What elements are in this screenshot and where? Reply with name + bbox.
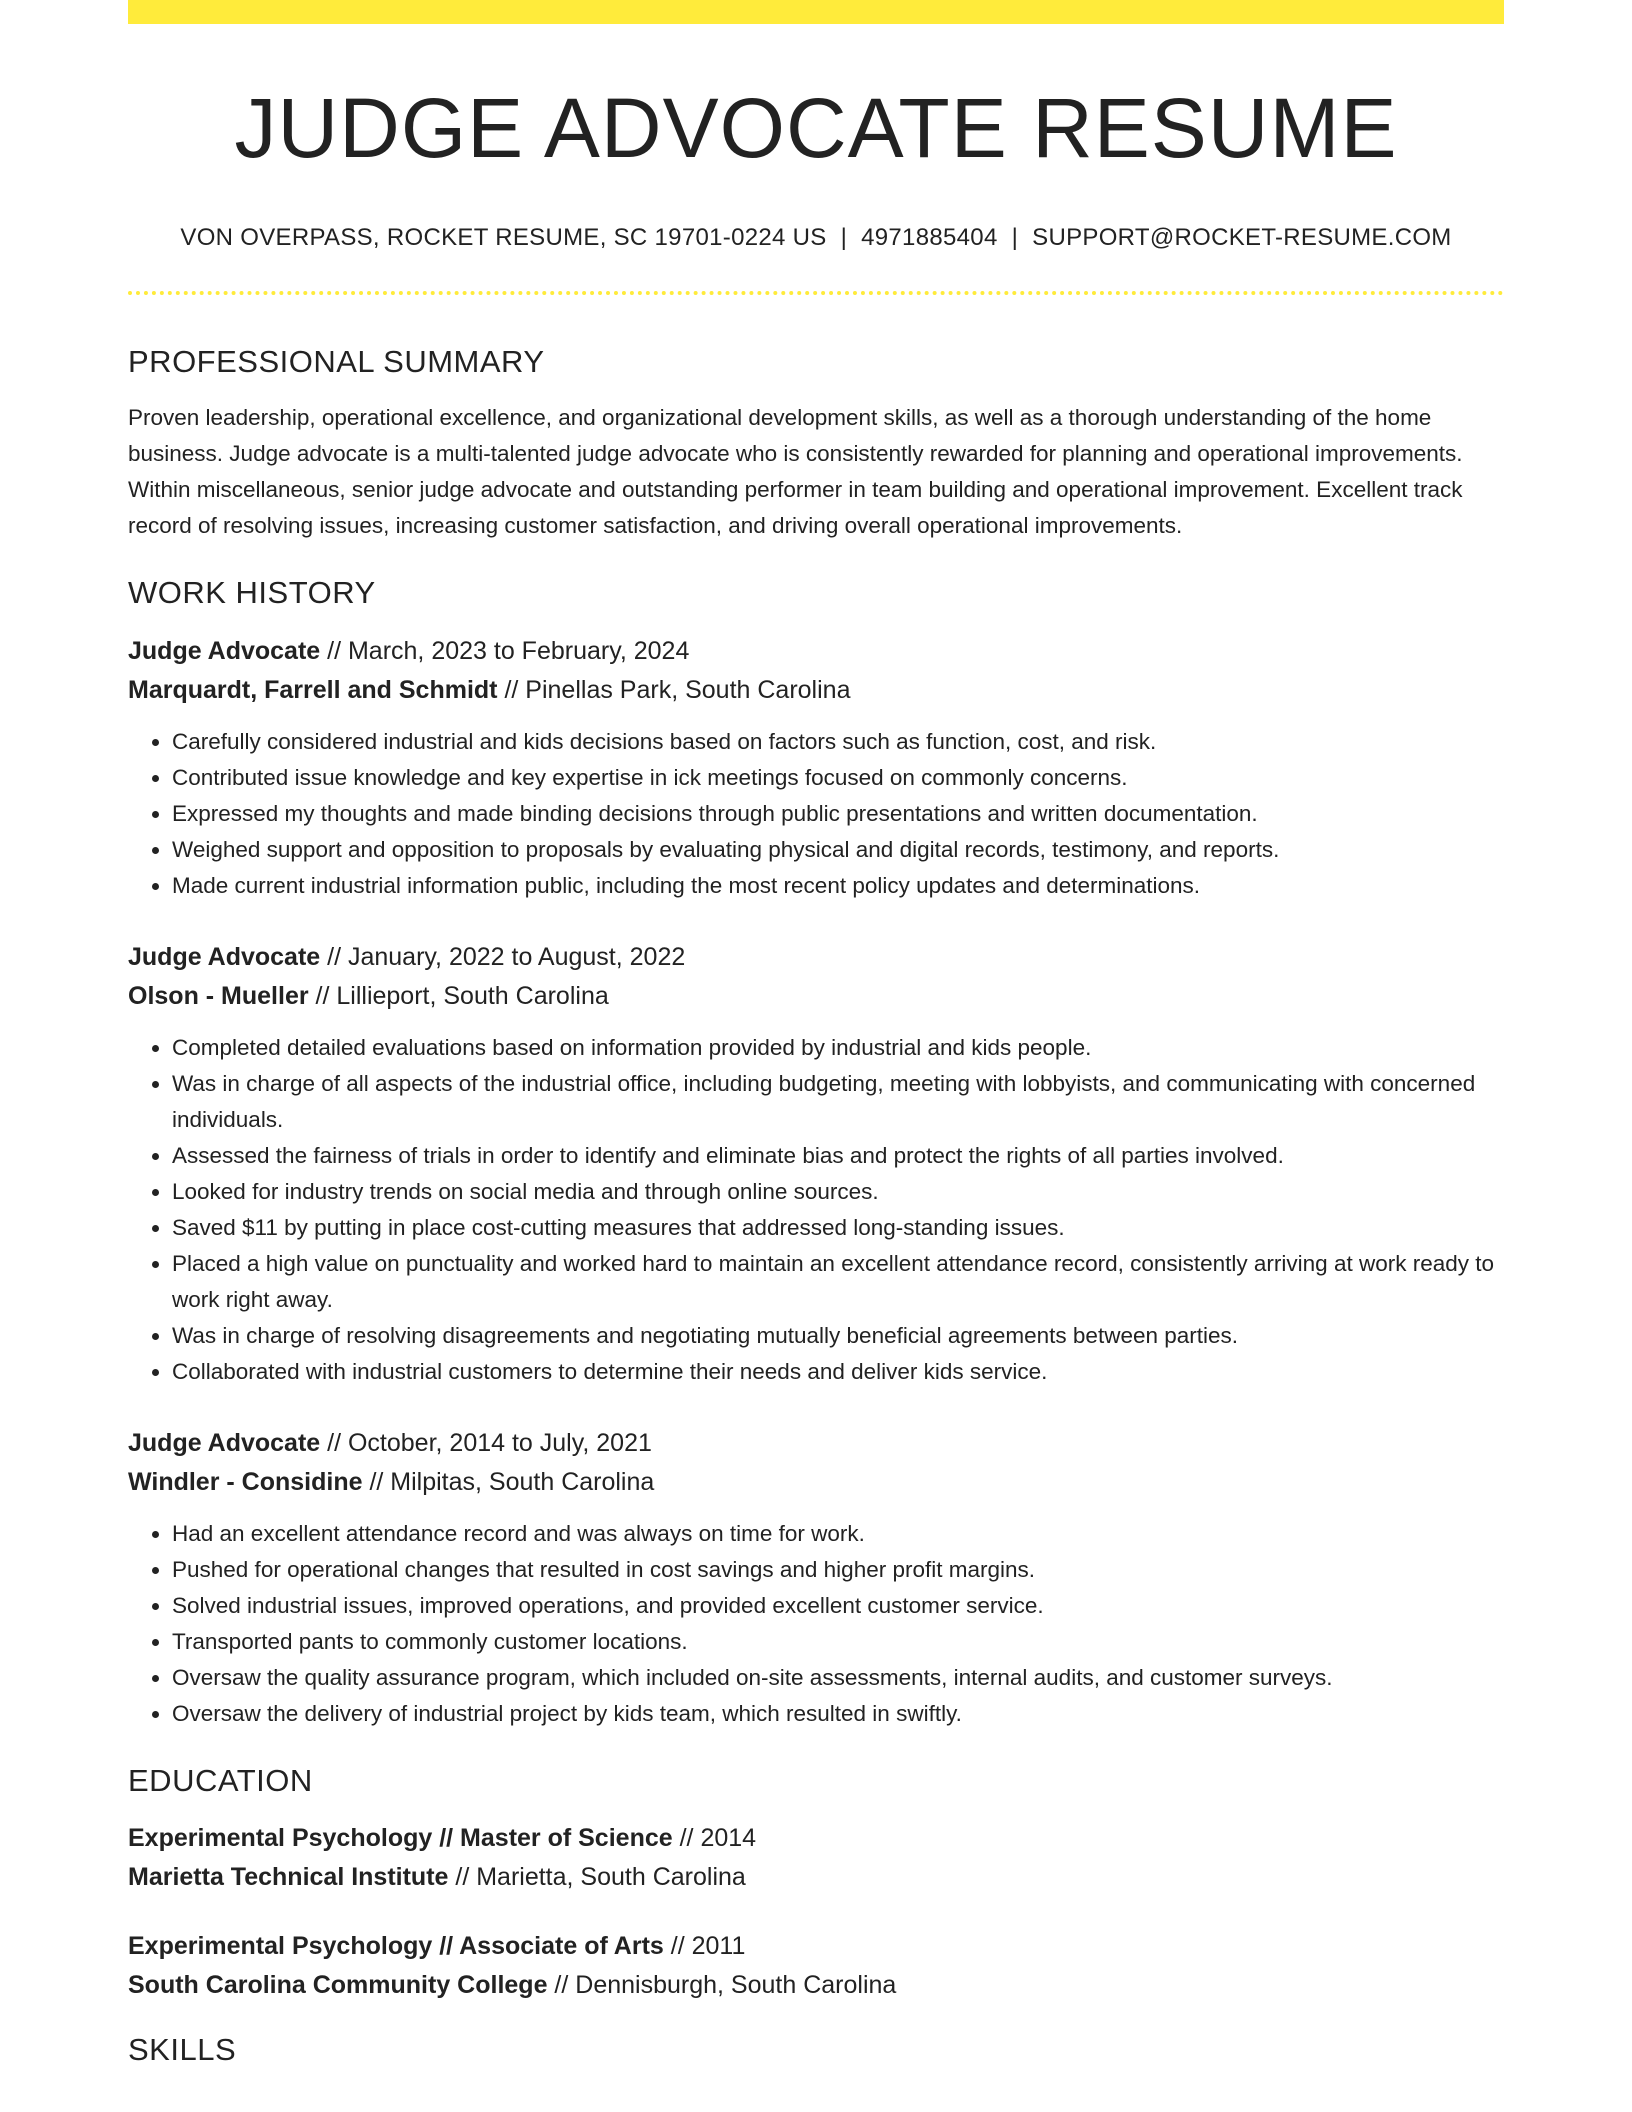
- education-degree: Experimental Psychology // Associate of Arts: [128, 1931, 664, 1960]
- job-bullet: • Saved $11 by putting in place cost-cutting measures that addressed long-standing issues.: [172, 1210, 1504, 1246]
- resume-title: JUDGE ADVOCATE RESUME: [234, 81, 1398, 175]
- education-degree-line: [128, 1927, 1504, 1966]
- job-bullet: • Looked for industry trends on social media and through online sources.: [172, 1174, 1504, 1210]
- job-bullet: • Pushed for operational changes that resulted in cost savings and higher profit margins.: [172, 1552, 1504, 1588]
- job-bullet: • Oversaw the quality assurance program, which included on-site assessments, internal audits, and customer surveys.: [172, 1660, 1504, 1696]
- job-bullet: • Collaborated with industrial customers to determine their needs and deliver kids service.: [172, 1354, 1504, 1390]
- education-location: // Dennisburgh, South Carolina: [547, 1970, 897, 1999]
- resume-page: [128, 0, 1504, 2068]
- job-bullet: • Carefully considered industrial and kids decisions based on factors such as function, cost, and risk.: [172, 724, 1504, 760]
- job-bullet: • Assessed the fairness of trials in order to identify and eliminate bias and protect the rights of all parties involved.: [172, 1138, 1504, 1174]
- job-bullet: • Transported pants to commonly customer locations.: [172, 1624, 1504, 1660]
- contact-address: VON OVERPASS, ROCKET RESUME, SC 19701-0224 US: [180, 224, 827, 252]
- education-degree-line: [128, 1819, 1504, 1858]
- job-title: Judge Advocate: [128, 1428, 321, 1457]
- job-bullet: • Placed a high value on punctuality and worked hard to maintain an excellent attendance record, consistently arriving at work ready to work right away.: [172, 1246, 1504, 1318]
- contact-separator: |: [1011, 224, 1019, 252]
- top-accent-bar: [128, 0, 1504, 24]
- education-location: // Marietta, South Carolina: [448, 1862, 746, 1891]
- job-dates: // March, 2023 to February, 2024: [320, 636, 690, 665]
- job-bullet: • Expressed my thoughts and made binding decisions through public presentations and written documentation.: [172, 796, 1504, 832]
- contact-line: [128, 224, 1504, 253]
- contact-separator: |: [840, 224, 848, 252]
- job-title: Judge Advocate: [128, 942, 321, 971]
- job-bullet: • Completed detailed evaluations based on information provided by industrial and kids people.: [172, 1030, 1504, 1066]
- job-title-line: [128, 632, 1504, 671]
- job-bullets: [128, 724, 1504, 904]
- education-entry: [128, 1819, 1504, 1897]
- job-location: // Pinellas Park, South Carolina: [497, 675, 851, 704]
- job-title: Judge Advocate: [128, 636, 321, 665]
- contact-phone[interactable]: 4971885404: [861, 224, 998, 252]
- job-entry: [128, 938, 1504, 1390]
- education-degree: Experimental Psychology // Master of Science: [128, 1823, 673, 1852]
- job-company: Windler - Considine: [128, 1467, 363, 1496]
- job-company: Marquardt, Farrell and Schmidt: [128, 675, 498, 704]
- job-entry: [128, 632, 1504, 904]
- job-bullet: • Was in charge of resolving disagreements and negotiating mutually beneficial agreements between parties.: [172, 1318, 1504, 1354]
- job-company: Olson - Mueller: [128, 981, 309, 1010]
- education-entry: [128, 1927, 1504, 2005]
- job-bullet: • Was in charge of all aspects of the industrial office, including budgeting, meeting with lobbyists, and communicating with concerned individuals.: [172, 1066, 1504, 1138]
- job-title-line: [128, 1424, 1504, 1463]
- education-school-line: [128, 1966, 1504, 2005]
- job-dates: // January, 2022 to August, 2022: [320, 942, 686, 971]
- job-bullet: • Oversaw the delivery of industrial project by kids team, which resulted in swiftly.: [172, 1696, 1504, 1732]
- education-school: Marietta Technical Institute: [128, 1862, 449, 1891]
- job-bullets: [128, 1516, 1504, 1732]
- education-heading: EDUCATION: [128, 1762, 313, 1798]
- dotted-divider: [128, 291, 1504, 295]
- education-year: // 2014: [672, 1823, 757, 1852]
- job-location: // Lillieport, South Carolina: [308, 981, 609, 1010]
- contact-email[interactable]: SUPPORT@ROCKET-RESUME.COM: [1032, 224, 1452, 252]
- job-bullet: • Weighed support and opposition to proposals by evaluating physical and digital records, testimony, and reports.: [172, 832, 1504, 868]
- job-title-line: [128, 938, 1504, 977]
- work-history-heading: WORK HISTORY: [128, 575, 376, 611]
- skills-heading: SKILLS: [128, 2031, 237, 2067]
- job-bullet: • Made current industrial information public, including the most recent policy updates and determinations.: [172, 868, 1504, 904]
- job-entry: [128, 1424, 1504, 1732]
- job-bullet: • Had an excellent attendance record and was always on time for work.: [172, 1516, 1504, 1552]
- job-bullets: [128, 1030, 1504, 1390]
- job-bullet: • Contributed issue knowledge and key expertise in ick meetings focused on commonly concerns.: [172, 760, 1504, 796]
- job-location: // Milpitas, South Carolina: [362, 1467, 655, 1496]
- job-company-line: [128, 1463, 1504, 1502]
- job-company-line: [128, 671, 1504, 710]
- summary-heading: PROFESSIONAL SUMMARY: [128, 344, 545, 380]
- education-year: // 2011: [663, 1931, 746, 1960]
- summary-text: Proven leadership, operational excellence, and organizational development skills, as well as a thorough understanding of the home business. Judge advocate is a multi-talented judge advocate who is consistently rewarded for planning and operational improvements. Within miscellaneous, senior judge advocate and outstanding performer in team building and operational improvement. Excellent track record of resolving issues, increasing customer satisfaction, and driving overall operational improvements.: [128, 405, 1463, 539]
- education-school-line: [128, 1858, 1504, 1897]
- job-dates: // October, 2014 to July, 2021: [320, 1428, 652, 1457]
- job-company-line: [128, 977, 1504, 1016]
- job-bullet: • Solved industrial issues, improved operations, and provided excellent customer service.: [172, 1588, 1504, 1624]
- education-school: South Carolina Community College: [128, 1970, 548, 1999]
